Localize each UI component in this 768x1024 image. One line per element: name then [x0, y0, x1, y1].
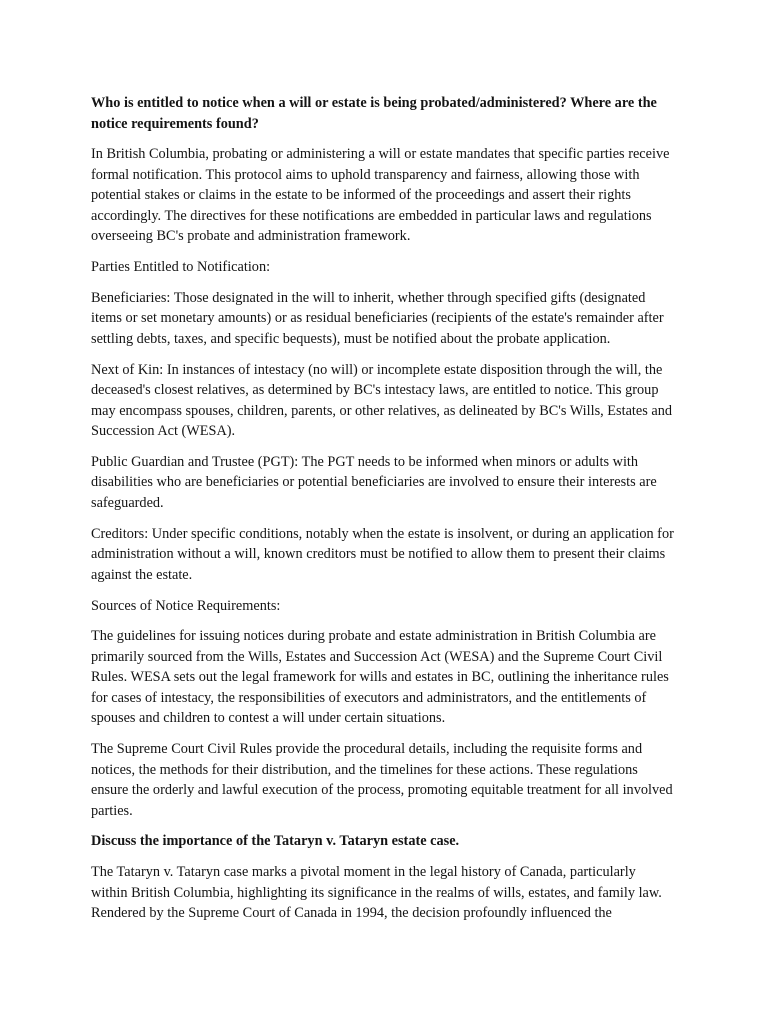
civil-rules-paragraph: The Supreme Court Civil Rules provide the procedural details, including the requisite forms and notices, the methods for their distribution, and the timelines for these actions. These regulations ensure the orderly and lawful execution of the process, promoting equitable treatment for all involved parties. [91, 741, 673, 819]
next-of-kin-paragraph: Next of Kin: In instances of intestacy (no will) or incomplete estate disposition through the will, the deceased's closest relatives, as determined by BC's intestacy laws, are entitled to notice. This group may encompass spouses, children, parents, or other relatives, as delineated by BC's Wills, Estates and Succession Act (WESA). [91, 361, 673, 440]
beneficiaries-paragraph: Beneficiaries: Those designated in the will to inherit, whether through specified gifts (designated items or set monetary amounts) or as residual beneficiaries (recipients of the estate's remainder after settling debts, taxes, and specific bequests), must be notified about the probate application. [91, 289, 664, 347]
question-heading-notice: Who is entitled to notice when a will or estate is being probated/administered? Where are the notice requirements found? [91, 95, 657, 132]
pgt-paragraph: Public Guardian and Trustee (PGT): The PGT needs to be informed when minors or adults with disabilities who are beneficiaries or potential beneficiaries are involved to ensure their interests are safeguarded. [91, 453, 657, 511]
intro-paragraph: In British Columbia, probating or administering a will or estate mandates that specific parties receive formal notification. This protocol aims to uphold transparency and fairness, allowing those with potential stakes or claims in the estate to be informed of the proceedings and assert their rights accordingly. The directives for these notifications are embedded in particular laws and regulations overseeing BC's probate and administration framework. [91, 146, 670, 245]
document-body [91, 93, 675, 924]
section-label-parties: Parties Entitled to Notification: [91, 259, 271, 276]
creditors-paragraph: Creditors: Under specific conditions, notably when the estate is insolvent, or during an application for administration without a will, known creditors must be notified to allow them to present their claims against the estate. [91, 525, 674, 583]
section-label-sources: Sources of Notice Requirements: [91, 597, 281, 614]
question-heading-tataryn: Discuss the importance of the Tataryn v. Tataryn estate case. [91, 833, 460, 850]
tataryn-paragraph: The Tataryn v. Tataryn case marks a pivotal moment in the legal history of Canada, particularly within British Columbia, highlighting its significance in the realms of wills, estates, and family law. Rendered by the Supreme Court of Canada in 1994, the decision profoundly influenced the [91, 864, 662, 922]
guidelines-paragraph: The guidelines for issuing notices during probate and estate administration in British Columbia are primarily sourced from the Wills, Estates and Succession Act (WESA) and the Supreme Court Civil Rules. WESA sets out the legal framework for wills and estates in BC, outlining the inheritance rules for cases of intestacy, the responsibilities of executors and administrators, and the entitlements of spouses and children to contest a will under certain situations. [91, 628, 669, 727]
